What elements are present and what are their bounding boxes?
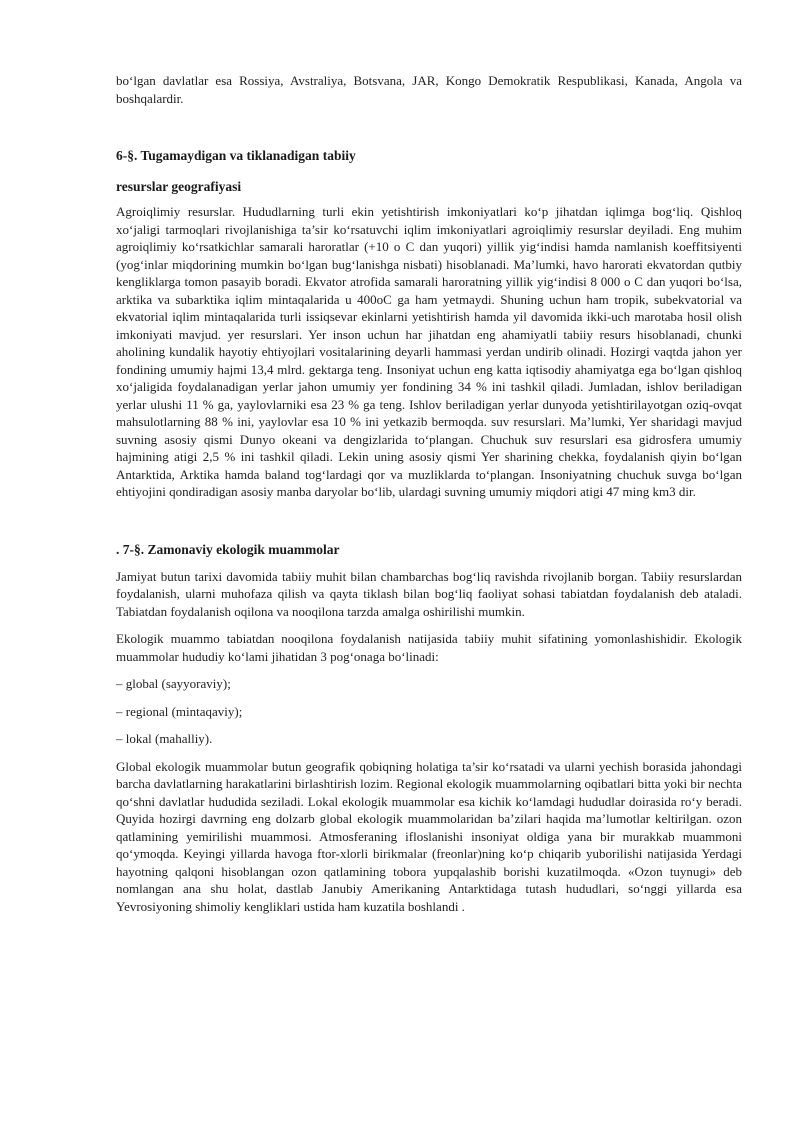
section-6-title: 6-§. Tugamaydigan va tiklanadigan tabiiy (116, 148, 356, 163)
section-6-paragraph: Agroiqlimiy resurslar. Hududlarning turli ekin yetishtirish imkoniyatlari ko‘p jihatdan iqlimga bog‘liq. Qishloq xo‘jaligi tarmoqlari rivojlanishiga ta’sir ko‘rsatuvchi iqlim imkoniyatlari agroiqlimiy resurslar deyiladi. Eng muhim agroiqlimiy ko‘rsatkichlar samarali haroratlar (+10 o C dan yuqori) yillik yig‘indisi hamda namlanish koeffitsiyenti (yog‘inlar miqdorining mumkin bo‘lgan bug‘lanishga nisbati) hisoblanadi. Ma’lumki, havo harorati ekvatordan qutbiy kengliklarga tomon pasayib boradi. Ekvator atrofida samarali haroratning yillik yig‘indisi 8 000 o C dan yuqori bo‘lsa, arktika va subarktika iqlim mintaqalarida u 400oC ga ham yetmaydi. Shuning uchun ham tropik, subekvatorial va ekvatorial iqlim mintaqalarida turli issiqsevar ekinlarni yetishtirish hamda yil davomida ikki-uch marotaba hosil olish imkoniyati mavjud. yer resurslari. Yer inson uchun har jihatdan eng ahamiyatli tabiiy resurs hisoblanadi, chunki aholining kundalik hayotiy ehtiyojlari vositalarining deyarli hammasi yerdan undirib olinadi. Hozirgi vaqtda jahon yer fondining umumiy hajmi 13,4 mlrd. gektarga teng. Insoniyat uchun eng katta iqtisodiy ahamiyatga ega bo‘lgan qishloq xo‘jaligida foydalanadigan yerlar jahon umumiy yer fondining 34 % ini tashkil qiladi. Jumladan, ishlov beriladigan yerlar ulushi 11 % ga, yaylovlarniki esa 23 % ga teng. Ishlov beriladigan yerlar dunyoda yetishtirilayotgan oziq-ovqat mahsulotlarning 88 % ini, yaylovlar esa 10 % ini yetkazib bermoqda. suv resurslari. Ma’lumki, Yer sharidagi mavjud suvning asosiy qismi Dunyo okeani va dengizlarida to‘plangan. Chuchuk suv resurslari esa gidrosfera umumiy hajmining atigi 2,5 % ini tashkil qiladi. Lekin uning asosiy qismi Yer sharining chekka, foydalanish qiyin bo‘lgan Antarktida, Arktika hamda baland tog‘lardagi qor va muzliklarda to‘plangan. Insoniyatning chuchuk suvga bo‘lgan ehtiyojini qondiradigan asosiy manba daryolar bo‘lib, ulardagi suvning umumiy miqdori atigi 47 ming km3 dir. (116, 204, 742, 499)
section-7-paragraph-1: Jamiyat butun tarixi davomida tabiiy muhit bilan chambarchas bog‘liq ravishda rivojlanib borgan. Tabiiy resurslardan foydalanish, ularni muhofaza qilish va qayta tiklash bilan bog‘liq faoliyat sohasi tabiatdan foydalanish deb ataladi. Tabiatdan foydalanish oqilona va nooqilona tarzda amalga oshirilishi mumkin. (116, 568, 742, 619)
list-item-regional: – regional (mintaqaviy); (116, 703, 243, 719)
section-7-paragraph-2: Ekologik muammo tabiatdan nooqilona foydalanish natijasida tabiiy muhit sifatining yomonlashishidir. Ekologik muammolar hududiy ko‘lami jihatidan 3 pog‘onaga bo‘linadi: (116, 631, 742, 664)
list-item-global: – global (sayyoraviy); (116, 676, 231, 691)
section-6-subtitle: resurslar geografiyasi (116, 179, 242, 194)
list-item-lokal: – lokal (mahalliy). (116, 731, 213, 746)
section-7-paragraph-3: Global ekologik muammolar butun geografik qobiqning holatiga ta’sir ko‘rsatadi va ularni yechish borasida jahondagi barcha davlatlarning harakatlarini birlashtirish lozim. Regional ekologik muammolarning oqibatlari bitta yoki bir nechta qo‘shni davlatlar hududida seziladi. Lokal ekologik muammolar esa kichik ko‘lamdagi hududlar doirasida ro‘y beradi. Quyida hozirgi davrning eng dolzarb global ekologik muammolaridan ba’zilari haqida ma’lumotlar keltirilgan. ozon qatlamining yemirilishi muammosi. Atmosferaning ifloslanishi insoniyat oldiga yana bir murakkab muammoni qo‘ymoqda. Keyingi yillarda havoga ftor-xlorli birikmalar (freonlar)ning ko‘p chiqarib yuborilishi natijasida Yerdagi hayotning qalqoni hisoblangan ozon qatlamining tobora yupqalashib borishi kuzatilmoqda. «Ozon tuynugi» deb nomlangan ana shu holat, dastlab Janubiy Amerikaning Antarktidaga tutash hududlari, so‘nggi yillarda esa Yevrosiyoning shimoliy kengliklari ustida ham kuzatila boshlandi . (116, 758, 742, 914)
section-7-title: . 7-§. Zamonaviy ekologik muammolar (116, 541, 340, 557)
intro-paragraph: bo‘lgan davlatlar esa Rossiya, Avstraliya, Botsvana, JAR, Kongo Demokratik Respublikasi, Kanada, Angola va boshqalardir. (116, 73, 742, 106)
document-page (116, 72, 742, 915)
